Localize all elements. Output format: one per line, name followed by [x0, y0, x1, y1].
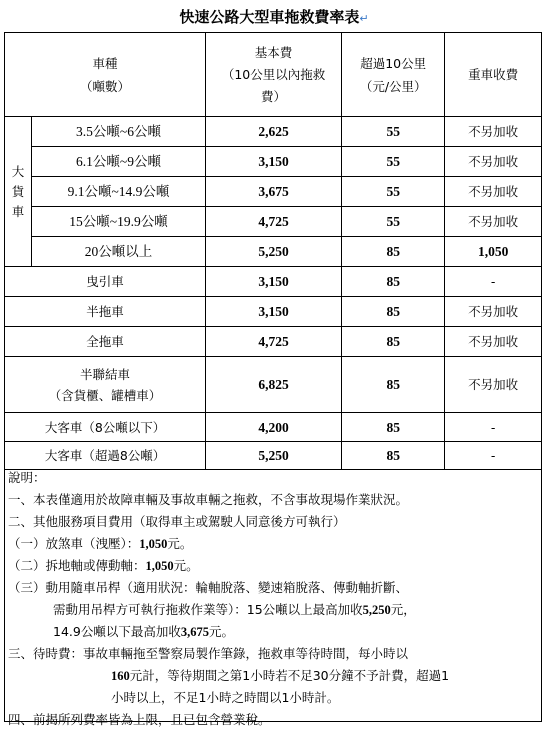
row-vehicle: 9.1公噸~14.9公噸 [31, 177, 205, 207]
note-2c-l2-value: 5,250 [362, 603, 391, 617]
row-vehicle: 3.5公噸~6公噸 [31, 117, 205, 147]
big-truck-char: 大 [11, 163, 25, 179]
note-2: 二、其他服務項目費用（取得車主或駕駛人同意後方可執行） [8, 514, 346, 529]
row-vehicle: 15公噸~19.9公噸 [31, 207, 205, 237]
row-over-rate: 85 [342, 327, 445, 357]
row-over-rate: 85 [342, 297, 445, 327]
note-2a-label: （一）放煞車（洩壓）： [8, 536, 140, 551]
table-row [5, 177, 542, 207]
row-vehicle: 大客車（8公噸以下） [5, 413, 206, 442]
table-row [5, 147, 542, 177]
row-over-rate: 85 [342, 442, 445, 470]
row-heavy: - [445, 442, 542, 470]
big-truck-label [5, 117, 32, 267]
row-base-fee: 3,675 [206, 177, 342, 207]
table-row [5, 267, 542, 297]
header-base-fee-l1: 基本費 [254, 45, 293, 60]
row-heavy: 不另加收 [445, 357, 542, 413]
row-over-rate: 85 [342, 237, 445, 267]
row-heavy: 不另加收 [445, 327, 542, 357]
note-3-value: 160 [111, 669, 130, 683]
row-heavy: 不另加收 [445, 117, 542, 147]
header-base-fee-l2: （10公里以內拖救 [221, 67, 326, 82]
row-heavy: - [445, 267, 542, 297]
table-row [5, 117, 542, 147]
table-row [5, 237, 542, 267]
title-text: 快速公路大型車拖救費率表 [179, 8, 360, 26]
note-2a [8, 533, 538, 555]
row-base-fee: 3,150 [206, 267, 342, 297]
row-heavy: 不另加收 [445, 297, 542, 327]
row-vehicle [5, 357, 206, 413]
header-vehicle-type [5, 33, 206, 117]
header-heavy: 重車收費 [445, 33, 542, 117]
table-row [5, 327, 542, 357]
row-over-rate: 55 [342, 117, 445, 147]
table-row [5, 297, 542, 327]
note-2c-l3-tail: 元。 [208, 624, 234, 639]
row-heavy: - [445, 413, 542, 442]
big-truck-char: 貨 [11, 183, 25, 199]
note-2a-tail: 元。 [167, 536, 193, 551]
row-vehicle-line1: 半聯結車 [80, 366, 131, 382]
note-2a-value: 1,050 [139, 537, 168, 551]
paragraph-mark-icon: ↵ [359, 12, 369, 25]
note-3-line2 [8, 665, 538, 687]
rate-table [4, 32, 542, 470]
row-base-fee: 6,825 [206, 357, 342, 413]
row-over-rate: 55 [342, 207, 445, 237]
row-base-fee: 4,200 [206, 413, 342, 442]
row-vehicle: 全拖車 [5, 327, 206, 357]
note-3-l2-text: 元計，等待期間之第1小時若不足30分鐘不予計費，超過1 [129, 668, 450, 683]
header-tonnage-text: （噸數） [80, 78, 131, 94]
row-vehicle-line2: （含貨櫃、罐槽車） [48, 387, 162, 403]
header-over-l1: 超過10公里 [360, 55, 427, 71]
row-heavy: 不另加收 [445, 177, 542, 207]
row-base-fee: 5,250 [206, 237, 342, 267]
note-2c-line3 [8, 621, 538, 643]
note-2c-line1: （三）動用隨車吊桿（適用狀況：輪軸脫落、變速箱脫落、傳動軸折斷、 [8, 580, 409, 595]
table-row [5, 357, 542, 413]
header-base-fee [206, 33, 342, 117]
row-vehicle: 半拖車 [5, 297, 206, 327]
note-4: 四、前揭所列費率皆為上限，且已包含營業稅。 [8, 712, 271, 727]
row-base-fee: 5,250 [206, 442, 342, 470]
page-title [0, 6, 548, 27]
row-vehicle: 6.1公噸~9公噸 [31, 147, 205, 177]
row-base-fee: 3,150 [206, 147, 342, 177]
row-over-rate: 85 [342, 413, 445, 442]
header-over-10km [342, 33, 445, 117]
note-2b [8, 555, 538, 577]
header-over-l2: （元/公里） [359, 78, 427, 94]
row-vehicle: 20公噸以上 [31, 237, 205, 267]
note-2c-l3-text: 14.9公噸以下最高加收 [53, 624, 181, 639]
row-vehicle: 曳引車 [5, 267, 206, 297]
row-heavy: 不另加收 [445, 147, 542, 177]
notes-section [4, 465, 542, 727]
row-base-fee: 4,725 [206, 327, 342, 357]
header-vehicle-type-text: 車種 [92, 55, 118, 71]
note-2c-line2 [8, 599, 538, 621]
note-1: 一、本表僅適用於故障車輛及事故車輛之拖救，不含事故現場作業狀況。 [8, 492, 409, 507]
row-heavy: 1,050 [445, 237, 542, 267]
row-vehicle: 大客車（超過8公噸） [5, 442, 206, 470]
note-2b-value: 1,050 [145, 559, 174, 573]
note-2c-l2-tail: 元， [390, 602, 416, 617]
row-over-rate: 85 [342, 357, 445, 413]
note-2b-tail: 元。 [173, 558, 199, 573]
row-heavy: 不另加收 [445, 207, 542, 237]
row-base-fee: 3,150 [206, 297, 342, 327]
note-3-line3: 小時以上，不足1小時之時間以1小時計。 [111, 690, 340, 705]
row-base-fee: 4,725 [206, 207, 342, 237]
row-over-rate: 85 [342, 267, 445, 297]
note-2b-label: （二）拆地軸或傳動軸： [8, 558, 146, 573]
row-over-rate: 55 [342, 177, 445, 207]
big-truck-char: 車 [11, 203, 25, 219]
table-row [5, 413, 542, 442]
note-2c-l2-text: 需動用吊桿方可執行拖救作業等）：15公噸以上最高加收 [53, 602, 363, 617]
row-base-fee: 2,625 [206, 117, 342, 147]
row-over-rate: 55 [342, 147, 445, 177]
header-base-fee-l3: 費） [261, 89, 287, 104]
note-3-line1: 三、待時費：事故車輛拖至警察局製作筆錄，拖救車等待時間，每小時以 [8, 646, 409, 661]
table-row [5, 207, 542, 237]
note-2c-l3-value: 3,675 [180, 625, 209, 639]
table-header-row [5, 33, 542, 117]
notes-heading: 說明： [8, 470, 46, 485]
